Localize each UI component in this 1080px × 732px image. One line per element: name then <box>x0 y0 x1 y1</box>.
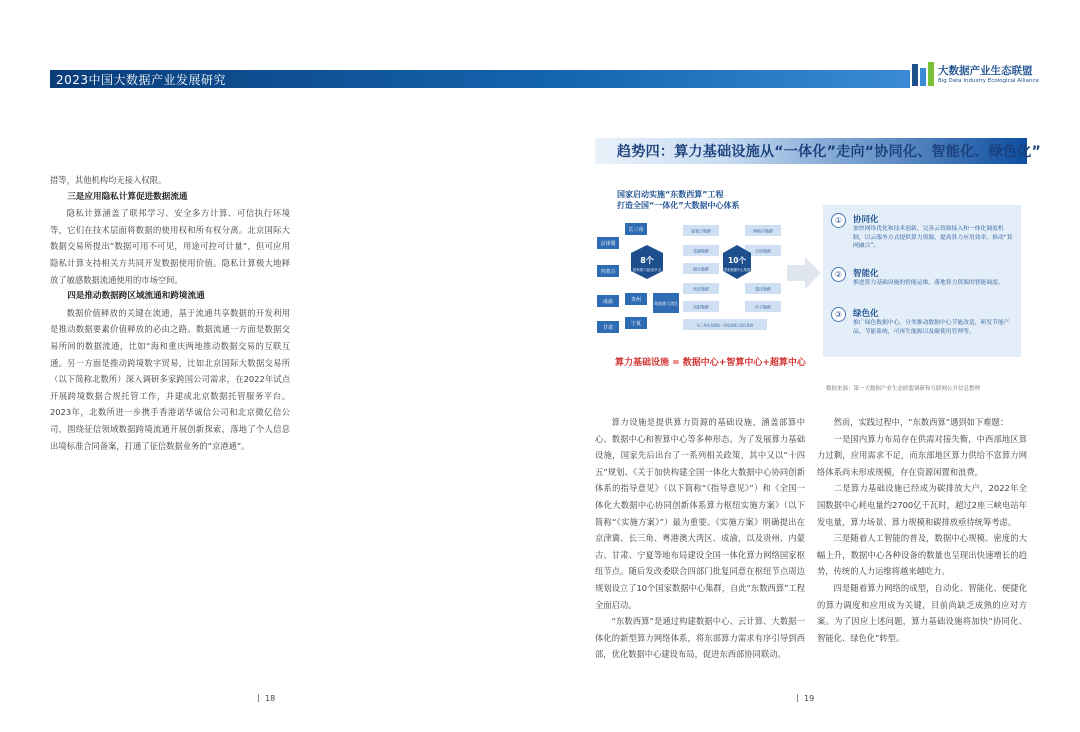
page-number-right: 19 <box>797 694 814 703</box>
trend-banner <box>595 138 1042 164</box>
page-number-left: 18 <box>258 694 275 703</box>
paragraph: 一是国内算力布局存在供需对接失衡，中西部地区算力过剩，应用需求不足，而东部地区算力供给不富算力网络体系尚未形成规模，存在资源闲置和浪费。 <box>817 433 1027 477</box>
logo-mark-icon <box>912 62 934 88</box>
item-heading: 绿色化 <box>853 309 879 319</box>
paragraph: “东数西算”是通过构建数据中心、云计算、大数据一体化的新型算力网络体系，将东部算力需求有序引导到西部，优化数据中心建设布局，促进东西部协同联动。 <box>595 616 805 660</box>
paragraph: 隐私计算涵盖了联邦学习、安全多方计算、可信执行环境等，它们在技术层面将数据的使用权和所有权分离。北京国际大数据交易所提出“数据可用不可见，用途可控可计量”，但可应用隐私计算支持相关方共同开发数据使用价值。隐私计算极大地释放了敏感数据流通使用的市场空间。 <box>50 208 290 285</box>
hub-label: 甘肃 <box>602 325 614 331</box>
infographic <box>595 185 1027 381</box>
cluster-label: 重庆集群 <box>755 286 771 292</box>
cluster-label: 庆阳集群 <box>693 304 709 310</box>
hub-label: 贵州 <box>630 297 642 303</box>
paragraph: 数据价值释放的关键在流通，基于流通共享数据的开发利用是推动数据要素价值释放的必由之路。数据流通一方面是数据交易所间的数据流通，比如“海和重庆两地推动数据交易的互联互通。另一方面是推动跨境数字贸易，比如北京国际大数据交易所（以下简称北数所）深入调研多家跨国公司需求，在2022年试点开展跨境数据合规托管工作，并建成北京数据托管服务平台。2023年，北数所进一步携手香港诺华诚信公司和北京微亿信公司，围绕征信领域数据跨境流通开展创新探索，落地了个人信息出境标准合同备案，打通了征信数据业务的“京港通”。 <box>50 307 290 451</box>
item-heading: 智能化 <box>853 269 879 279</box>
hub-label: 内蒙古 <box>600 269 616 275</box>
paragraph: 四是随着算力网络的成型，自动化、智能化、便捷化的算力调度和应用成为关键，目前尚缺乏成熟的应对方案。为了因应上述问题，算力基础设施将加快“协同化、智能化、绿色化”转型。 <box>817 582 1027 643</box>
figure-source: 数据来源：第一大数据产业生态联盟调研和互联网公开信息整理 <box>826 386 981 392</box>
cluster-label: 张家口集群 <box>691 228 711 234</box>
item-desc: 推进算力基础设施的智能运维，落地算力资源的智能调度。 <box>853 280 1004 286</box>
item-number: ② <box>831 267 846 282</box>
hub-count: 8个 <box>640 256 654 265</box>
left-page-text <box>50 172 290 454</box>
right-col-1 <box>595 414 805 663</box>
right-col-2 <box>817 414 1027 646</box>
paragraph: 然而，实践过程中，“东数西算”遇到如下难题： <box>833 417 1009 427</box>
cluster-label: 韶关集群 <box>693 266 709 272</box>
section-heading: 四是推动数据跨区域流通和跨境流通 <box>67 291 205 302</box>
header-bar <box>50 70 910 88</box>
hub-label: 成渝 <box>602 299 614 305</box>
cluster-label: 芜湖集群 <box>693 248 709 254</box>
section-heading: 三是应用隐私计算促进数据流通 <box>67 191 188 202</box>
trend-title: 趋势四：算力基础设施从“一体化”走向“协同化、智能化、绿色化” <box>617 144 1042 160</box>
paragraph: 措等，其他机构均无接入权限。 <box>50 175 167 185</box>
trend-panel <box>823 205 1021 357</box>
item-desc: 加快网络优化和技术创新，完善云资源接入和一体化调度机制，以云服务方式提供算力资源，提高算力应用效率，推动“算网融合”。 <box>853 226 1013 250</box>
hub-label: 长三角 <box>628 227 644 233</box>
item-heading: 协同化 <box>853 215 879 225</box>
cluster-label: 长三角生态绿色一体化发展示范区集群 <box>696 323 754 328</box>
cluster-label: 林格尔集群 <box>753 228 773 234</box>
hub-label: 京津冀 <box>600 241 616 247</box>
alliance-logo <box>912 62 1042 94</box>
cluster-count: 10个 <box>728 256 746 265</box>
item-number: ① <box>831 213 846 228</box>
logo-cn-text: 大数据产业生态联盟 <box>938 65 1033 77</box>
paragraph: 二是算力基础设施已经成为碳排放大户，2022年全国数据中心耗电量约2700亿千瓦时，超过2座三峡电站年发电量，算力场景、算力规模和碳排放亟待统筹考虑。 <box>817 483 1027 527</box>
report-title: 2023中国大数据产业发展研究 <box>56 73 227 87</box>
paragraph: 三是随着人工智能的普及，数据中心规模、密度的大幅上升，数据中心各种设备的数量也呈现出快速增长的趋势，传统的人力运维将越来越吃力。 <box>817 533 1027 577</box>
arrow-right-icon <box>787 257 821 289</box>
cluster-label: 中卫集群 <box>755 304 771 310</box>
hub-label: 粤港澳大湾区 <box>654 301 678 306</box>
cluster-caption: 国家数据中心集群 <box>723 268 751 272</box>
hub-diagram <box>595 213 823 353</box>
cluster-label: 天府集群 <box>755 248 771 254</box>
hub-label: 宁夏 <box>630 321 642 327</box>
figure-title: 国家启动实施“东数西算”工程 打造全国“一体化”大数据中心体系 <box>617 190 740 210</box>
logo-en-text: Big Data Industry Ecological Alliance <box>938 78 1039 84</box>
hub-caption: 国家算力枢纽节点 <box>632 268 662 272</box>
formula-text: 算力基础设施 = 数据中心+智算中心+超算中心 <box>615 358 806 368</box>
item-desc: 推广绿色数据中心，分类推动数据中心节能改造，研发节能产品、节能系统，可再生能源以及碳使用管理等。 <box>853 320 1010 335</box>
cluster-label: 贵安集群 <box>693 286 709 292</box>
item-number: ③ <box>831 307 846 322</box>
paragraph: 算力设施是提供算力资源的基础设施，涵盖部算中心、数据中心和智算中心等多种形态。为了发展算力基础设施，国家先后出台了一系列相关政策，其中又以“十四五”规划、《关于加快构建全国一体化大数据中心协同创新体系的指导意见》（以下简称“《指导意见》”）和《全国一体化大数据中心协同创新体系算力枢纽实施方案》（以下简称“《实施方案》”）最为重要。《实施方案》明确提出在京津冀、长三角、粤港澳大湾区、成渝，以及贵州、内蒙古、甘肃、宁夏等地布局建设全国一体化算力网络国家枢纽节点。随后发改委联合四部门批复同意在枢纽节点周边规划设立了10个国家数据中心集群，自此“东数西算”工程全面启动。 <box>595 417 805 610</box>
